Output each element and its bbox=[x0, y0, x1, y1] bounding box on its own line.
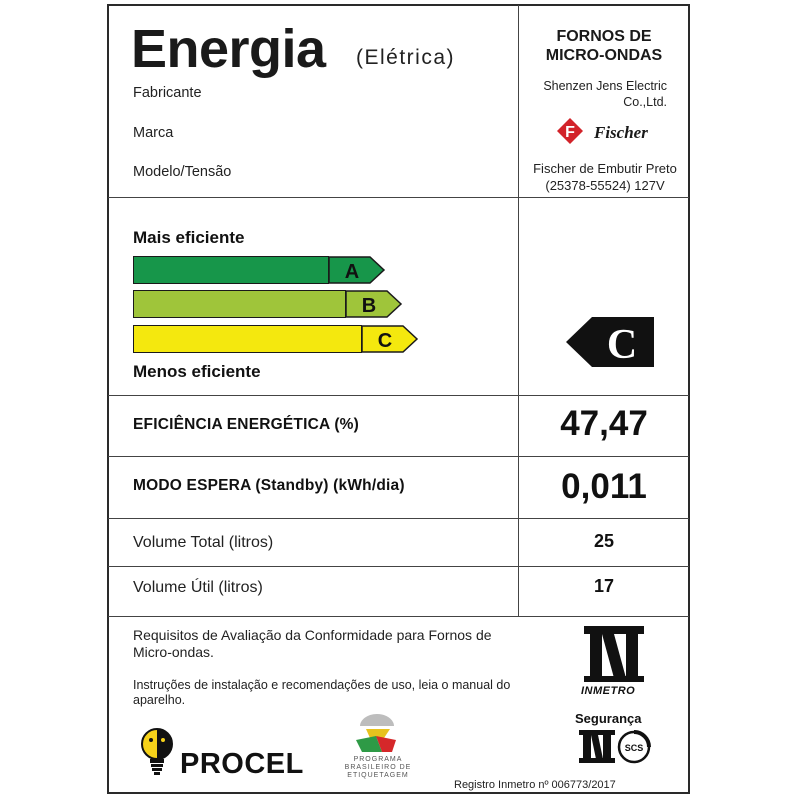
label-title: Energia bbox=[131, 19, 326, 79]
arrow-c-letter: C bbox=[377, 330, 393, 352]
volume-total-label: Volume Total (litros) bbox=[133, 534, 274, 551]
divider-volume-util bbox=[108, 616, 689, 617]
field-model: Modelo/Tensão bbox=[133, 164, 232, 180]
instructions-text: Instruções de instalação e recomendações de uso, leia o manual do aparelho. bbox=[133, 678, 511, 707]
volume-util-value: 17 bbox=[593, 576, 615, 596]
bar-c bbox=[133, 325, 362, 353]
divider-standby bbox=[108, 518, 689, 519]
bar-a bbox=[133, 256, 329, 284]
divider-volume-total bbox=[108, 566, 689, 567]
arrow-b-letter: B bbox=[361, 295, 377, 317]
product-manufacturer: Shenzen Jens Electric Co.,Ltd. bbox=[543, 79, 667, 109]
divider-efficiency bbox=[108, 456, 689, 457]
fischer-logo-text: Fischer bbox=[594, 123, 648, 142]
fischer-logo bbox=[556, 117, 668, 147]
divider-scale bbox=[108, 395, 689, 396]
product-model: Fischer de Embutir Preto (25378-55524) 127V bbox=[533, 161, 677, 193]
field-manufacturer: Fabricante bbox=[133, 85, 202, 101]
inmetro-logo-icon bbox=[582, 624, 646, 689]
scale-bottom-label: Menos eficiente bbox=[133, 362, 261, 381]
arrow-a-letter: A bbox=[344, 261, 360, 283]
safety-mark-icon bbox=[578, 729, 616, 770]
efficiency-label: EFICIÊNCIA ENERGÉTICA (%) bbox=[133, 416, 360, 433]
standby-label: MODO ESPERA (Standby) (kWh/dia) bbox=[133, 477, 405, 494]
divider-header bbox=[108, 197, 689, 198]
volume-total-value: 25 bbox=[593, 531, 615, 551]
arrow-b bbox=[345, 290, 405, 323]
seguranca-text: Segurança bbox=[575, 711, 642, 726]
svg-text:F: F bbox=[565, 124, 575, 141]
inmetro-text: INMETRO bbox=[581, 685, 636, 697]
procel-bulb-icon bbox=[140, 727, 174, 782]
programa-text: PROGRAMA BRASILEIRO DE ETIQUETAGEM bbox=[344, 756, 412, 779]
product-category: FORNOS DE MICRO-ONDAS bbox=[545, 28, 663, 64]
scale-top-label: Mais eficiente bbox=[133, 228, 245, 247]
volume-util-label: Volume Útil (litros) bbox=[133, 579, 263, 596]
rating-indicator bbox=[566, 317, 656, 372]
scs-seal-icon bbox=[617, 730, 651, 769]
arrow-a bbox=[328, 256, 388, 289]
registro-text: Registro Inmetro nº 006773/2017 bbox=[454, 779, 616, 791]
column-divider bbox=[518, 5, 519, 617]
scs-text: SCS bbox=[624, 743, 644, 753]
programa-logo-icon bbox=[352, 712, 402, 759]
rating-letter: C bbox=[606, 322, 638, 367]
procel-logo-text: PROCEL bbox=[180, 748, 304, 780]
bar-b bbox=[133, 290, 346, 318]
label-subtitle: (Elétrica) bbox=[356, 46, 456, 69]
field-brand: Marca bbox=[133, 125, 174, 141]
requirements-text: Requisitos de Avaliação da Conformidade para Fornos de Micro-ondas. bbox=[133, 627, 492, 660]
arrow-c bbox=[361, 325, 421, 358]
standby-value: 0,011 bbox=[561, 467, 647, 506]
efficiency-value: 47,47 bbox=[560, 404, 648, 443]
